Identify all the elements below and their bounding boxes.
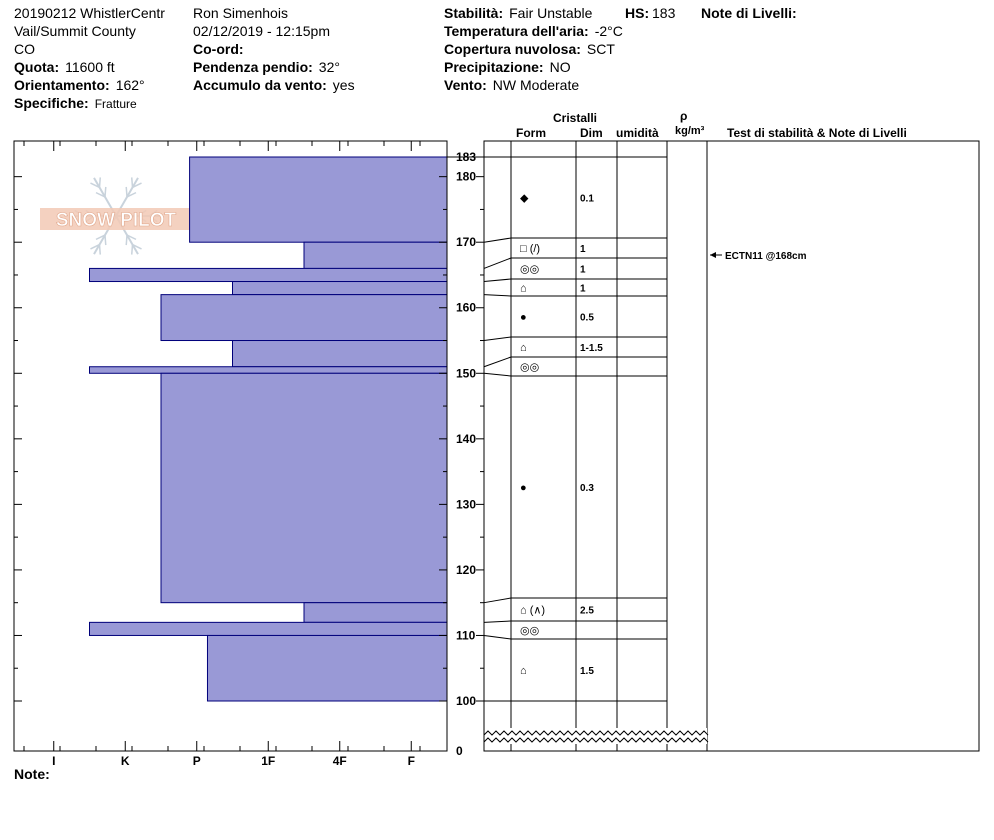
observer-line: 02/12/2019 - 12:15pm bbox=[193, 23, 330, 39]
conditions-value: Fair Unstable bbox=[509, 5, 593, 21]
location-value: 162° bbox=[115, 77, 145, 93]
logo-text: SNOW PILOT bbox=[55, 210, 177, 231]
density-unit: kg/m³ bbox=[675, 125, 705, 137]
grain-form-symbol: ● bbox=[520, 482, 527, 494]
grain-size-value: 1 bbox=[580, 283, 586, 295]
location-line: Vail/Summit County bbox=[14, 23, 136, 39]
layer-connector bbox=[484, 357, 511, 367]
height-tick-label: 170 bbox=[456, 235, 477, 250]
chart-frames bbox=[14, 141, 979, 751]
grain-form-symbol: ● bbox=[520, 311, 527, 324]
grain-size-value: 0.3 bbox=[580, 483, 594, 494]
hs-value: 183 bbox=[652, 5, 676, 21]
observer-label: Pendenza pendio: bbox=[193, 59, 313, 75]
grain-size-value: 1 bbox=[580, 244, 586, 255]
hardness-tick-label: 4F bbox=[332, 754, 347, 768]
hardness-bar bbox=[233, 341, 448, 367]
hardness-bar bbox=[304, 603, 447, 623]
height-tick-label: 0 bbox=[456, 744, 463, 758]
conditions-value: -2°C bbox=[594, 23, 623, 39]
layer-notes-title: Note di Livelli: bbox=[701, 5, 797, 21]
hardness-bar bbox=[90, 367, 448, 374]
hardness-bar bbox=[161, 373, 447, 602]
height-tick-label: 120 bbox=[456, 562, 477, 577]
layer-connector bbox=[484, 621, 511, 622]
grain-size-value: 0.1 bbox=[580, 193, 594, 205]
stability-tests bbox=[710, 251, 807, 262]
grain-form-symbol: ⌂ bbox=[520, 282, 527, 295]
hardness-tick-label: F bbox=[407, 754, 415, 768]
layer-connector bbox=[484, 238, 511, 242]
location-line: CO bbox=[14, 41, 35, 57]
grain-form-symbol: ◎◎ bbox=[520, 625, 540, 637]
height-tick-label: 140 bbox=[456, 431, 477, 446]
hardness-bar bbox=[90, 622, 448, 635]
layer-connector bbox=[484, 635, 511, 639]
height-tick-label: 160 bbox=[456, 300, 477, 315]
hardness-bar bbox=[190, 157, 447, 242]
hardness-bar bbox=[304, 242, 447, 268]
conditions-label: Precipitazione: bbox=[444, 59, 544, 75]
snowflake-branch bbox=[100, 245, 101, 255]
grain-size-value: 2.5 bbox=[580, 605, 594, 617]
snowflake-branch bbox=[132, 245, 133, 255]
layer-connector bbox=[484, 295, 511, 296]
layer-connector bbox=[484, 258, 511, 268]
grain-form-symbol: □ (/) bbox=[520, 243, 541, 255]
location-label: Quota: bbox=[14, 59, 60, 75]
grain-form-symbol: ◎◎ bbox=[520, 263, 540, 276]
grain-form-symbol: ◆ bbox=[520, 192, 529, 205]
location-line: 20190212 WhistlerCentr bbox=[14, 5, 165, 21]
grain-form-symbol: ⌂ bbox=[520, 665, 527, 677]
snowpilot-logo bbox=[40, 177, 192, 254]
layer-connector bbox=[484, 279, 511, 282]
wetness-header: umidità bbox=[616, 126, 659, 140]
conditions-value: NW Moderate bbox=[492, 77, 580, 93]
form-header: Form bbox=[516, 126, 546, 140]
crystals-header: Cristalli bbox=[553, 111, 598, 125]
grain-form-symbol: ◎◎ bbox=[520, 361, 540, 374]
observer-label: Co-ord: bbox=[193, 41, 244, 57]
height-tick-label: 180 bbox=[456, 169, 477, 184]
conditions-label: Vento: bbox=[444, 77, 487, 93]
grain-size-value: 1 bbox=[580, 264, 586, 276]
tests-header: Test di stabilità & Note di Livelli bbox=[727, 126, 907, 140]
hs-label: HS: bbox=[625, 5, 650, 21]
layer-connector bbox=[484, 598, 511, 603]
conditions-label: Copertura nuvolosa: bbox=[444, 41, 581, 57]
hardness-bar bbox=[161, 295, 447, 341]
observer-value: 32° bbox=[318, 59, 340, 75]
location-value: Fratture bbox=[94, 97, 137, 111]
grain-size-value: 1.5 bbox=[580, 666, 594, 677]
conditions-value: NO bbox=[549, 59, 571, 75]
stratigraphy-table bbox=[484, 141, 708, 751]
height-tick-label: 150 bbox=[456, 366, 477, 381]
location-label: Orientamento: bbox=[14, 77, 110, 93]
test-arrow-head bbox=[710, 252, 716, 258]
note-label: Note: bbox=[14, 766, 50, 782]
height-tick-label: 110 bbox=[456, 628, 476, 643]
density-symbol: ρ bbox=[680, 109, 688, 123]
snowflake-branch bbox=[126, 187, 127, 197]
observer-label: Accumulo da vento: bbox=[193, 77, 327, 93]
conditions-label: Temperatura dell'aria: bbox=[444, 23, 589, 39]
hardness-profile bbox=[90, 157, 448, 701]
grain-form-symbol: ⌂ (∧) bbox=[520, 604, 546, 617]
hardness-tick-label: I bbox=[52, 754, 56, 768]
hardness-tick-label: 1F bbox=[261, 754, 276, 768]
hardness-tick-label: K bbox=[120, 754, 130, 768]
hardness-tick-label: P bbox=[192, 754, 201, 768]
grain-size-value: 1-1.5 bbox=[580, 343, 603, 354]
stratigraphy-frame bbox=[484, 141, 979, 751]
snowflake-branch bbox=[126, 235, 127, 245]
grain-size-value: 0.5 bbox=[580, 312, 594, 324]
size-header: Dim bbox=[580, 126, 603, 140]
conditions-value: SCT bbox=[586, 41, 615, 57]
layer-connector bbox=[484, 373, 511, 376]
conditions-label: Stabilità: bbox=[444, 5, 504, 21]
location-value: 11600 ft bbox=[65, 59, 115, 75]
hardness-bar bbox=[233, 282, 448, 295]
hardness-bar bbox=[90, 268, 448, 281]
snowflake-branch bbox=[132, 177, 133, 187]
height-tick-label: 130 bbox=[456, 497, 477, 512]
location-label: Specifiche: bbox=[14, 95, 89, 111]
hardness-bar bbox=[207, 635, 447, 701]
grain-form-symbol: ⌂ bbox=[520, 342, 527, 354]
snowflake-branch bbox=[105, 187, 106, 197]
snowflake-branch bbox=[100, 177, 101, 187]
observer-line: Ron Simenhois bbox=[193, 5, 288, 21]
test-label: ECTN11 @168cm bbox=[725, 251, 807, 262]
snowflake-branch bbox=[105, 235, 106, 245]
height-top-label: 183 bbox=[456, 150, 477, 164]
height-tick-label: 100 bbox=[456, 694, 477, 708]
layer-connector bbox=[484, 337, 511, 341]
observer-value: yes bbox=[332, 77, 355, 93]
